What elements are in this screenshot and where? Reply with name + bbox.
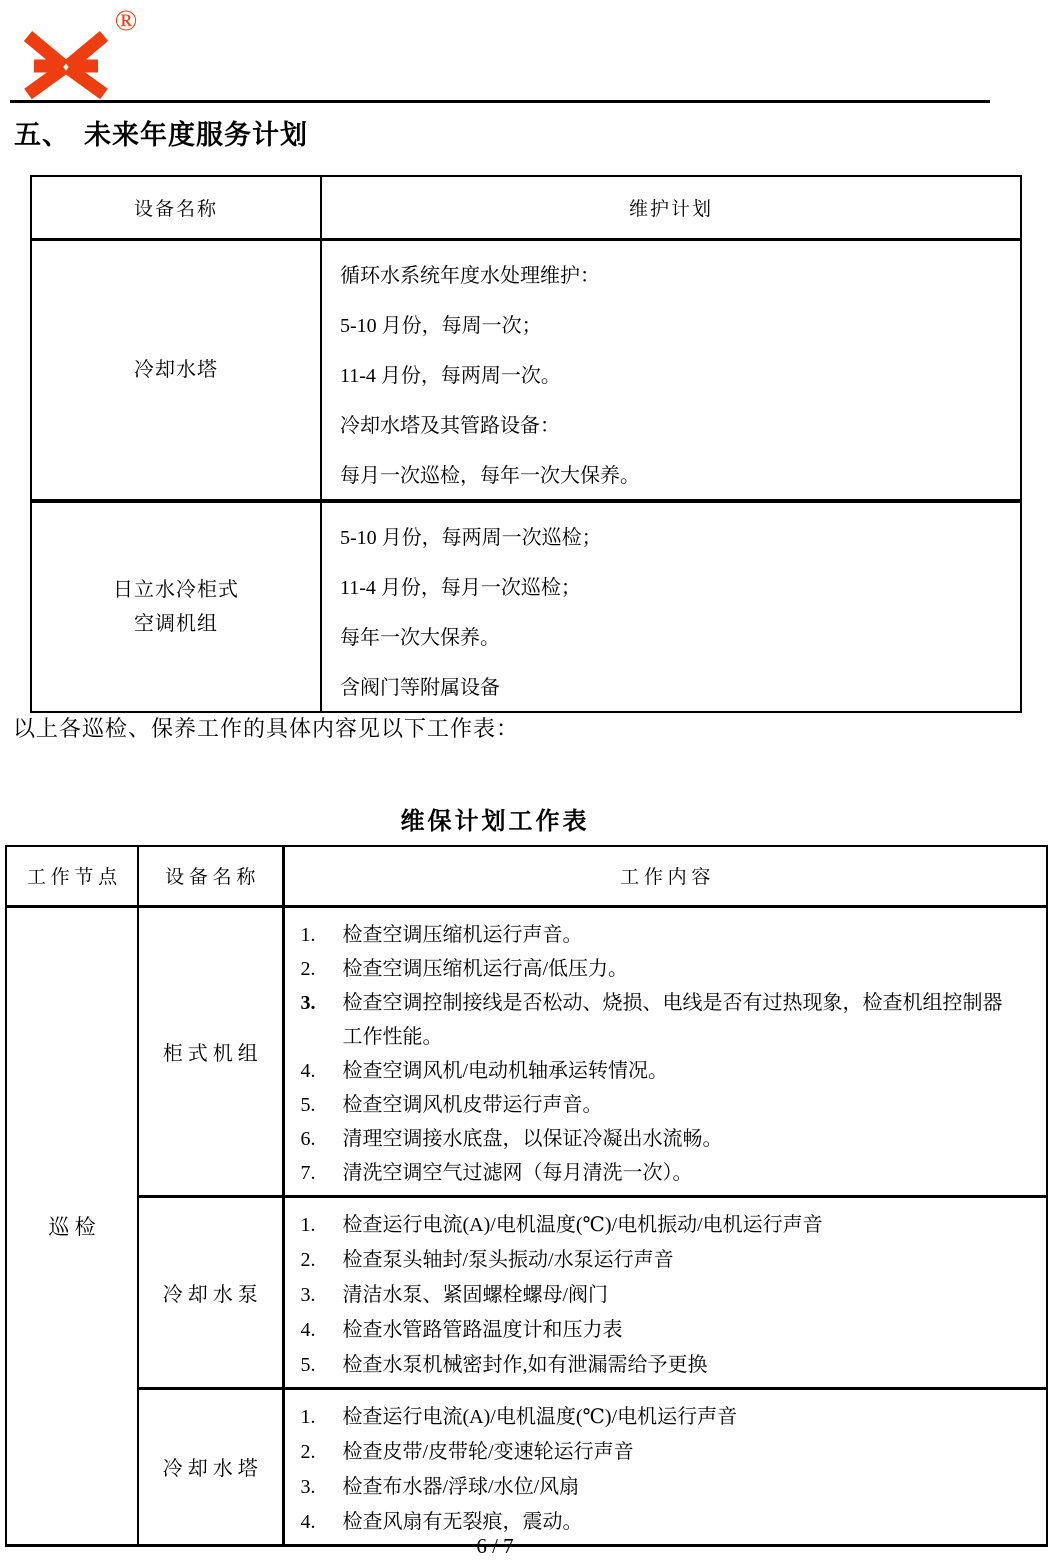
company-logo-icon — [14, 4, 144, 100]
work-content-cell — [283, 906, 1047, 1196]
work-item — [297, 1243, 1023, 1278]
work-item — [297, 952, 1023, 986]
work-content-cell — [283, 1388, 1047, 1545]
work-item-text: 检查空调压缩机运行高/低压力。 — [342, 958, 629, 980]
maintenance-plan-table — [30, 175, 1022, 713]
equipment-name-cell: 冷 却 水 塔 — [138, 1388, 283, 1545]
work-item-text: 清理空调接水底盘，以保证冷凝出水流畅。 — [342, 1128, 723, 1150]
equipment-name-line: 冷却水塔 — [134, 358, 218, 381]
plan-line: 冷却水塔及其管路设备： — [340, 415, 560, 437]
work-item — [297, 1400, 1023, 1435]
column-header-equipment-name: 设 备 名 称 — [138, 846, 283, 906]
work-item — [297, 1156, 1023, 1190]
work-item — [297, 1470, 1023, 1505]
work-item-text: 清洁水泵、紧固螺栓螺母/阀门 — [342, 1283, 609, 1306]
work-item — [297, 1435, 1023, 1470]
work-item — [297, 1088, 1023, 1122]
work-item-text: 检查水泵机械密封作,如有泄漏需给予更换 — [342, 1353, 708, 1376]
work-item — [297, 1278, 1023, 1313]
plan-line: 11-4 月份，每两周一次。 — [340, 365, 561, 387]
work-item-number: 4. — [300, 1318, 316, 1341]
work-item-number: 4. — [300, 1510, 316, 1533]
maintenance-plan-cell — [321, 501, 1021, 712]
work-item-text: 检查泵头轴封/泵头振动/水泵运行声音 — [342, 1248, 674, 1271]
worksheet-title: 维保计划工作表 — [400, 809, 590, 835]
work-item-text: 清洗空调空气过滤网（每月清洗一次）。 — [342, 1162, 693, 1184]
equipment-name-line: 日立水冷柜式 — [113, 578, 239, 601]
equipment-name-cell: 柜 式 机 组 — [138, 906, 283, 1196]
work-item-text: 检查运行电流(A)/电机温度(℃)/电机运行声音 — [342, 1405, 738, 1428]
work-node-cell: 巡 检 — [6, 906, 138, 1545]
work-item-number: 3. — [300, 1283, 316, 1306]
work-item-text: 检查空调控制接线是否松动、烧损、电线是否有过热现象，检查机组控制器工作性能。 — [342, 992, 1003, 1048]
work-item-number: 1. — [300, 1405, 316, 1428]
table-row — [6, 1388, 1047, 1545]
column-header-work-content: 工 作 内 容 — [283, 846, 1047, 906]
work-item-number: 4. — [300, 1060, 316, 1082]
work-item — [297, 1122, 1023, 1156]
table-row — [31, 239, 1021, 501]
plan-line: 含阀门等附属设备 — [340, 677, 500, 699]
equipment-name-cell — [31, 501, 321, 712]
section-title: 未来年度服务计划 — [84, 120, 308, 150]
plan-line: 循环水系统年度水处理维护： — [340, 265, 600, 287]
table-row — [31, 501, 1021, 712]
plan-line: 5-10 月份，每两周一次巡检； — [340, 527, 602, 549]
maintenance-plan-cell — [321, 239, 1021, 501]
work-item-number: 1. — [300, 924, 316, 946]
worksheet-table — [5, 845, 1048, 1547]
work-item-text: 检查布水器/浮球/水位/风扇 — [342, 1475, 580, 1498]
work-item-text: 检查空调风机皮带运行声音。 — [342, 1094, 603, 1116]
work-item — [297, 1208, 1023, 1243]
page-number: 6 / 7 — [476, 1534, 514, 1558]
section-number: 五、 — [14, 120, 70, 150]
column-header-work-node: 工 作 节 点 — [6, 846, 138, 906]
work-item — [297, 1313, 1023, 1348]
work-item-number: 6. — [300, 1128, 316, 1150]
plan-line: 5-10 月份，每周一次； — [340, 315, 542, 337]
work-item — [297, 1054, 1023, 1088]
work-item-number: 5. — [300, 1353, 316, 1376]
equipment-name-cell — [31, 239, 321, 501]
column-header-equipment-name: 设备名称 — [31, 176, 321, 239]
note-paragraph: 以上各巡检、保养工作的具体内容见以下工作表： — [13, 716, 520, 741]
section-heading — [14, 113, 308, 152]
work-item — [297, 918, 1023, 952]
plan-line: 11-4 月份，每月一次巡检； — [340, 577, 581, 599]
work-item-text: 检查水管路管路温度计和压力表 — [342, 1318, 623, 1341]
table-row — [6, 1196, 1047, 1388]
work-item-number: 3. — [300, 992, 316, 1014]
work-item-text: 检查空调风机/电动机轴承运转情况。 — [342, 1060, 669, 1082]
equipment-name-cell: 冷 却 水 泵 — [138, 1196, 283, 1388]
company-logo — [14, 4, 144, 100]
registered-trademark-icon: ® — [114, 4, 138, 37]
table-header-row — [6, 846, 1047, 906]
work-item-number: 5. — [300, 1094, 316, 1116]
plan-line: 每年一次大保养。 — [340, 627, 500, 649]
work-item-text: 检查皮带/皮带轮/变速轮运行声音 — [342, 1440, 634, 1463]
work-item-number: 2. — [300, 958, 316, 980]
work-item-text: 检查风扇有无裂痕，震动。 — [342, 1510, 583, 1533]
work-item — [297, 986, 1023, 1054]
header-divider — [10, 100, 990, 103]
work-item-number: 7. — [300, 1162, 316, 1184]
table-header-row — [31, 176, 1021, 239]
work-item-number: 3. — [300, 1475, 316, 1498]
equipment-name-line: 空调机组 — [134, 612, 218, 635]
work-item-number: 1. — [300, 1213, 316, 1236]
column-header-maintenance-plan: 维护计划 — [321, 176, 1021, 239]
work-item — [297, 1348, 1023, 1383]
work-item-number: 2. — [300, 1440, 316, 1463]
work-content-cell — [283, 1196, 1047, 1388]
table-row — [6, 906, 1047, 1196]
work-item-text: 检查空调压缩机运行声音。 — [342, 924, 583, 946]
work-item-number: 2. — [300, 1248, 316, 1271]
plan-line: 每月一次巡检，每年一次大保养。 — [340, 465, 640, 487]
work-item-text: 检查运行电流(A)/电机温度(℃)/电机振动/电机运行声音 — [342, 1213, 823, 1236]
